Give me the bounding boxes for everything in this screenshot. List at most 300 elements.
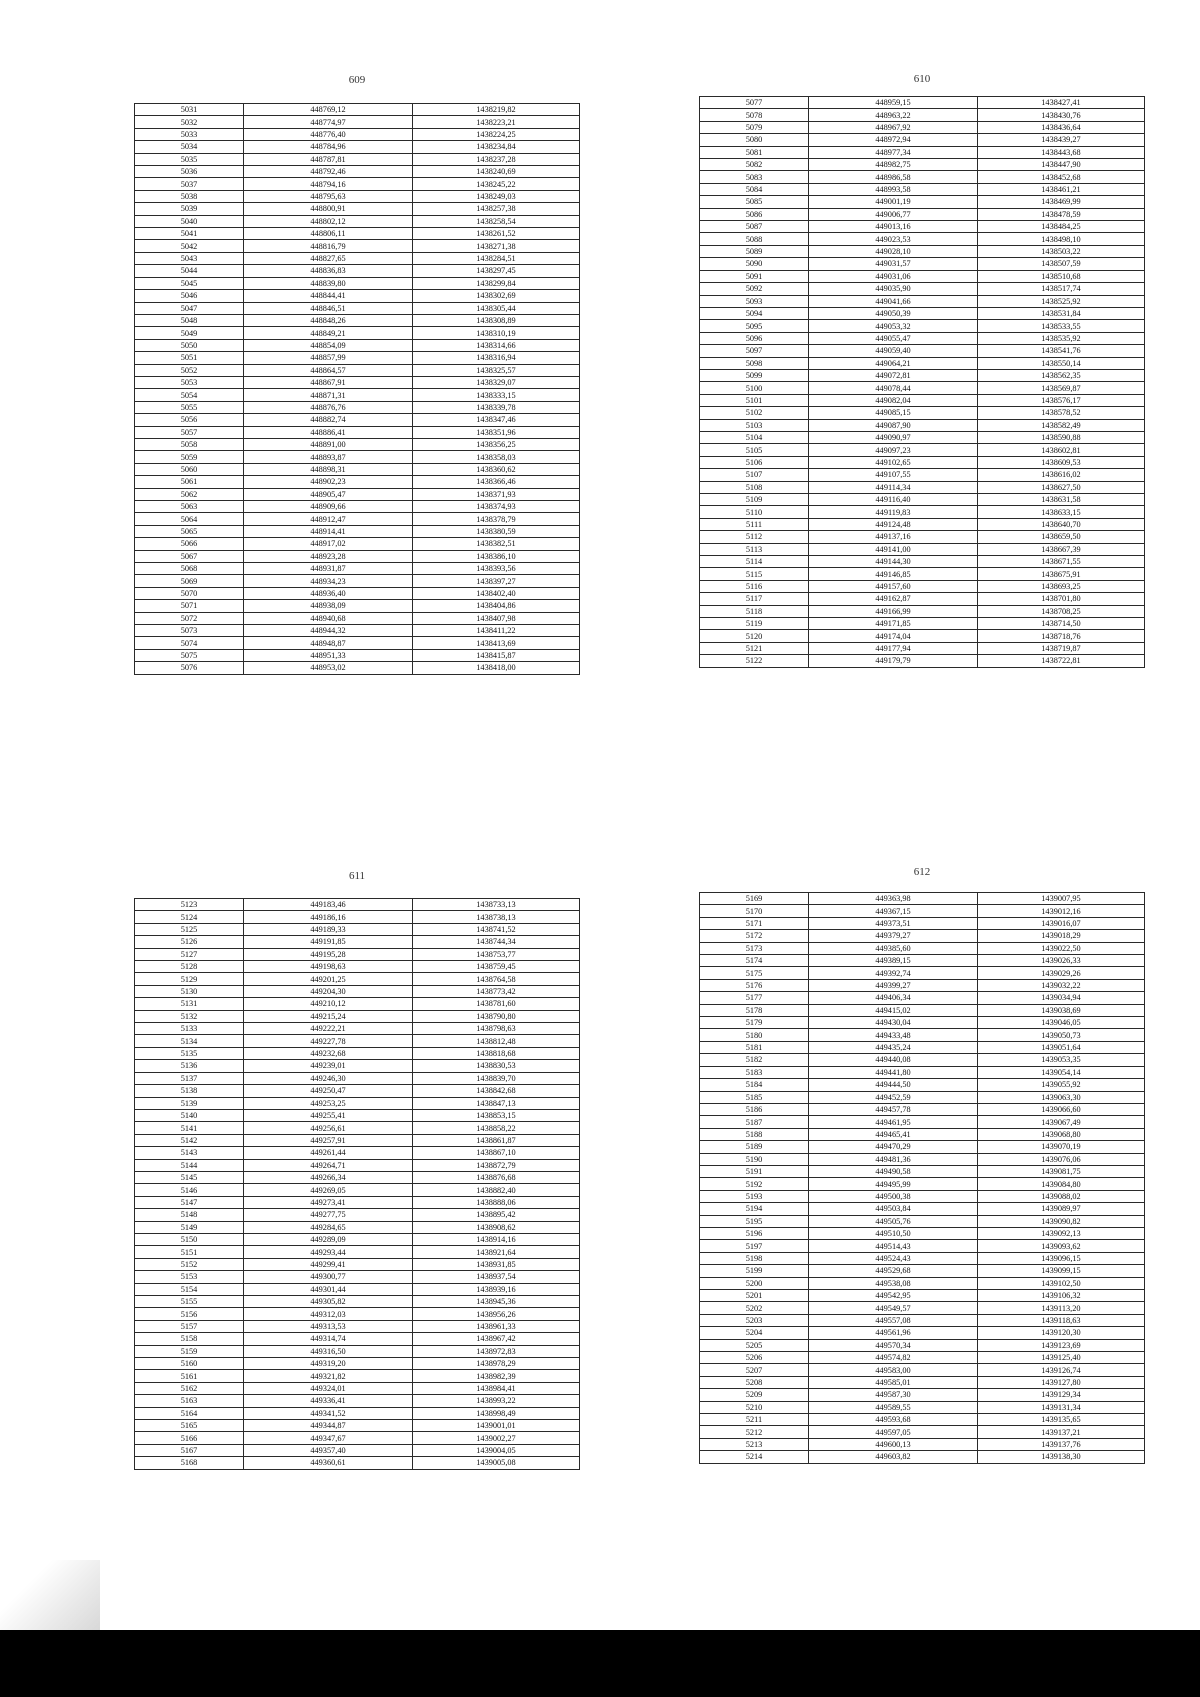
y-coordinate-cell: 1438478,59 xyxy=(978,208,1145,220)
point-number-cell: 5074 xyxy=(135,637,244,649)
point-number-cell: 5058 xyxy=(135,438,244,450)
x-coordinate-cell: 449078,44 xyxy=(809,382,978,394)
table-row xyxy=(700,642,1145,654)
point-number-cell: 5067 xyxy=(135,550,244,562)
table-row xyxy=(700,1017,1145,1029)
x-coordinate-cell: 449107,55 xyxy=(809,469,978,481)
x-coordinate-cell: 449090,97 xyxy=(809,431,978,443)
y-coordinate-cell: 1438576,17 xyxy=(978,394,1145,406)
point-number-cell: 5192 xyxy=(700,1178,809,1190)
point-number-cell: 5073 xyxy=(135,625,244,637)
x-coordinate-cell: 448936,40 xyxy=(244,587,413,599)
x-coordinate-cell: 449538,08 xyxy=(809,1277,978,1289)
y-coordinate-cell: 1438719,87 xyxy=(978,642,1145,654)
y-coordinate-cell: 1438609,53 xyxy=(978,456,1145,468)
table-row xyxy=(700,456,1145,468)
x-coordinate-cell: 448909,66 xyxy=(244,501,413,513)
x-coordinate-cell: 449183,46 xyxy=(244,899,413,911)
x-coordinate-cell: 448857,99 xyxy=(244,352,413,364)
coordinates-table xyxy=(699,96,1145,668)
y-coordinate-cell: 1438393,56 xyxy=(413,563,580,575)
table-row xyxy=(700,1103,1145,1115)
point-number-cell: 5036 xyxy=(135,166,244,178)
x-coordinate-cell: 449589,55 xyxy=(809,1401,978,1413)
point-number-cell: 5202 xyxy=(700,1302,809,1314)
point-number-cell: 5057 xyxy=(135,426,244,438)
y-coordinate-cell: 1438240,69 xyxy=(413,166,580,178)
table-row xyxy=(135,476,580,488)
x-coordinate-cell: 449023,53 xyxy=(809,233,978,245)
y-coordinate-cell: 1439093,62 xyxy=(978,1240,1145,1252)
table-row xyxy=(135,501,580,513)
point-number-cell: 5089 xyxy=(700,245,809,257)
point-number-cell: 5138 xyxy=(135,1085,244,1097)
y-coordinate-cell: 1439120,30 xyxy=(978,1327,1145,1339)
y-coordinate-cell: 1438759,45 xyxy=(413,961,580,973)
table-row xyxy=(135,290,580,302)
y-coordinate-cell: 1438249,03 xyxy=(413,190,580,202)
table-row xyxy=(700,518,1145,530)
y-coordinate-cell: 1438858,22 xyxy=(413,1122,580,1134)
x-coordinate-cell: 449041,66 xyxy=(809,295,978,307)
x-coordinate-cell: 449031,06 xyxy=(809,270,978,282)
point-number-cell: 5207 xyxy=(700,1364,809,1376)
y-coordinate-cell: 1438550,14 xyxy=(978,357,1145,369)
x-coordinate-cell: 449198,63 xyxy=(244,961,413,973)
y-coordinate-cell: 1438380,59 xyxy=(413,525,580,537)
x-coordinate-cell: 449373,51 xyxy=(809,917,978,929)
table-row xyxy=(700,270,1145,282)
point-number-cell: 5145 xyxy=(135,1171,244,1183)
x-coordinate-cell: 449195,28 xyxy=(244,948,413,960)
x-coordinate-cell: 449179,79 xyxy=(809,655,978,667)
point-number-cell: 5051 xyxy=(135,352,244,364)
y-coordinate-cell: 1439022,50 xyxy=(978,942,1145,954)
table-row xyxy=(135,600,580,612)
table-row xyxy=(700,1141,1145,1153)
point-number-cell: 5169 xyxy=(700,893,809,905)
y-coordinate-cell: 1439005,08 xyxy=(413,1457,580,1469)
x-coordinate-cell: 449587,30 xyxy=(809,1389,978,1401)
table-row xyxy=(700,382,1145,394)
point-number-cell: 5075 xyxy=(135,649,244,661)
y-coordinate-cell: 1439051,64 xyxy=(978,1041,1145,1053)
y-coordinate-cell: 1438842,68 xyxy=(413,1085,580,1097)
point-number-cell: 5191 xyxy=(700,1165,809,1177)
table-row xyxy=(135,1432,580,1444)
table-row xyxy=(700,146,1145,158)
table-row xyxy=(700,1389,1145,1401)
point-number-cell: 5187 xyxy=(700,1116,809,1128)
x-coordinate-cell: 449064,21 xyxy=(809,357,978,369)
point-number-cell: 5141 xyxy=(135,1122,244,1134)
y-coordinate-cell: 1438984,41 xyxy=(413,1382,580,1394)
y-coordinate-cell: 1439001,01 xyxy=(413,1420,580,1432)
point-number-cell: 5092 xyxy=(700,283,809,295)
point-number-cell: 5208 xyxy=(700,1376,809,1388)
table-row xyxy=(700,320,1145,332)
table-row xyxy=(700,905,1145,917)
x-coordinate-cell: 448800,91 xyxy=(244,203,413,215)
point-number-cell: 5158 xyxy=(135,1333,244,1345)
x-coordinate-cell: 449277,75 xyxy=(244,1209,413,1221)
y-coordinate-cell: 1439018,29 xyxy=(978,930,1145,942)
y-coordinate-cell: 1439127,80 xyxy=(978,1376,1145,1388)
y-coordinate-cell: 1438764,58 xyxy=(413,973,580,985)
x-coordinate-cell: 448876,76 xyxy=(244,401,413,413)
table-row xyxy=(135,463,580,475)
x-coordinate-cell: 449102,65 xyxy=(809,456,978,468)
x-coordinate-cell: 449055,47 xyxy=(809,332,978,344)
y-coordinate-cell: 1438667,39 xyxy=(978,543,1145,555)
y-coordinate-cell: 1438358,03 xyxy=(413,451,580,463)
y-coordinate-cell: 1439054,14 xyxy=(978,1066,1145,1078)
y-coordinate-cell: 1439012,16 xyxy=(978,905,1145,917)
point-number-cell: 5157 xyxy=(135,1320,244,1332)
point-number-cell: 5176 xyxy=(700,979,809,991)
point-number-cell: 5204 xyxy=(700,1327,809,1339)
x-coordinate-cell: 449433,48 xyxy=(809,1029,978,1041)
point-number-cell: 5043 xyxy=(135,252,244,264)
point-number-cell: 5038 xyxy=(135,190,244,202)
table-row xyxy=(700,121,1145,133)
x-coordinate-cell: 449264,71 xyxy=(244,1159,413,1171)
point-number-cell: 5070 xyxy=(135,587,244,599)
x-coordinate-cell: 449273,41 xyxy=(244,1196,413,1208)
table-row xyxy=(135,525,580,537)
y-coordinate-cell: 1438507,59 xyxy=(978,258,1145,270)
y-coordinate-cell: 1439118,63 xyxy=(978,1314,1145,1326)
table-row xyxy=(135,1147,580,1159)
point-number-cell: 5143 xyxy=(135,1147,244,1159)
x-coordinate-cell: 448776,40 xyxy=(244,128,413,140)
point-number-cell: 5069 xyxy=(135,575,244,587)
y-coordinate-cell: 1438498,10 xyxy=(978,233,1145,245)
point-number-cell: 5133 xyxy=(135,1023,244,1035)
y-coordinate-cell: 1438510,68 xyxy=(978,270,1145,282)
x-coordinate-cell: 449314,74 xyxy=(244,1333,413,1345)
table-row xyxy=(700,1265,1145,1277)
x-coordinate-cell: 449430,04 xyxy=(809,1017,978,1029)
x-coordinate-cell: 449097,23 xyxy=(809,444,978,456)
x-coordinate-cell: 448948,87 xyxy=(244,637,413,649)
y-coordinate-cell: 1438347,46 xyxy=(413,414,580,426)
table-row xyxy=(700,979,1145,991)
x-coordinate-cell: 449385,60 xyxy=(809,942,978,954)
x-coordinate-cell: 448891,00 xyxy=(244,438,413,450)
y-coordinate-cell: 1438219,82 xyxy=(413,104,580,116)
table-row xyxy=(135,1060,580,1072)
point-number-cell: 5087 xyxy=(700,221,809,233)
y-coordinate-cell: 1438578,52 xyxy=(978,407,1145,419)
point-number-cell: 5161 xyxy=(135,1370,244,1382)
point-number-cell: 5090 xyxy=(700,258,809,270)
point-number-cell: 5170 xyxy=(700,905,809,917)
table-row xyxy=(700,97,1145,109)
table-row xyxy=(135,513,580,525)
x-coordinate-cell: 448993,58 xyxy=(809,183,978,195)
y-coordinate-cell: 1438714,50 xyxy=(978,618,1145,630)
y-coordinate-cell: 1438867,10 xyxy=(413,1147,580,1159)
table-row xyxy=(700,1128,1145,1140)
x-coordinate-cell: 449305,82 xyxy=(244,1296,413,1308)
y-coordinate-cell: 1438937,54 xyxy=(413,1271,580,1283)
x-coordinate-cell: 448940,68 xyxy=(244,612,413,624)
y-coordinate-cell: 1438439,27 xyxy=(978,134,1145,146)
table-row xyxy=(700,893,1145,905)
x-coordinate-cell: 449085,15 xyxy=(809,407,978,419)
y-coordinate-cell: 1438640,70 xyxy=(978,518,1145,530)
y-coordinate-cell: 1439092,13 xyxy=(978,1227,1145,1239)
x-coordinate-cell: 449316,50 xyxy=(244,1345,413,1357)
point-number-cell: 5209 xyxy=(700,1389,809,1401)
table-row xyxy=(135,327,580,339)
y-coordinate-cell: 1439055,92 xyxy=(978,1079,1145,1091)
y-coordinate-cell: 1439096,15 xyxy=(978,1252,1145,1264)
y-coordinate-cell: 1438257,38 xyxy=(413,203,580,215)
y-coordinate-cell: 1438773,42 xyxy=(413,985,580,997)
y-coordinate-cell: 1438356,25 xyxy=(413,438,580,450)
point-number-cell: 5056 xyxy=(135,414,244,426)
point-number-cell: 5148 xyxy=(135,1209,244,1221)
point-number-cell: 5155 xyxy=(135,1296,244,1308)
x-coordinate-cell: 448972,94 xyxy=(809,134,978,146)
y-coordinate-cell: 1438582,49 xyxy=(978,419,1145,431)
table-row xyxy=(135,662,580,674)
table-row xyxy=(700,1451,1145,1463)
point-number-cell: 5156 xyxy=(135,1308,244,1320)
point-number-cell: 5094 xyxy=(700,307,809,319)
table-row xyxy=(700,1227,1145,1239)
table-row xyxy=(700,444,1145,456)
table-row xyxy=(135,488,580,500)
point-number-cell: 5079 xyxy=(700,121,809,133)
point-number-cell: 5126 xyxy=(135,936,244,948)
y-coordinate-cell: 1438998,49 xyxy=(413,1407,580,1419)
point-number-cell: 5121 xyxy=(700,642,809,654)
x-coordinate-cell: 449255,41 xyxy=(244,1109,413,1121)
point-number-cell: 5061 xyxy=(135,476,244,488)
x-coordinate-cell: 449441,80 xyxy=(809,1066,978,1078)
point-number-cell: 5065 xyxy=(135,525,244,537)
point-number-cell: 5175 xyxy=(700,967,809,979)
table-row xyxy=(135,277,580,289)
point-number-cell: 5097 xyxy=(700,345,809,357)
x-coordinate-cell: 448774,97 xyxy=(244,116,413,128)
point-number-cell: 5047 xyxy=(135,302,244,314)
x-coordinate-cell: 449363,98 xyxy=(809,893,978,905)
y-coordinate-cell: 1438418,00 xyxy=(413,662,580,674)
y-coordinate-cell: 1438443,68 xyxy=(978,146,1145,158)
table-row xyxy=(700,1079,1145,1091)
table-row xyxy=(135,625,580,637)
table-row xyxy=(135,1420,580,1432)
point-number-cell: 5115 xyxy=(700,568,809,580)
table-row xyxy=(135,998,580,1010)
table-row xyxy=(135,1159,580,1171)
x-coordinate-cell: 449087,90 xyxy=(809,419,978,431)
point-number-cell: 5099 xyxy=(700,369,809,381)
y-coordinate-cell: 1438517,74 xyxy=(978,283,1145,295)
table-row xyxy=(700,1066,1145,1078)
table-row xyxy=(700,992,1145,1004)
x-coordinate-cell: 449461,95 xyxy=(809,1116,978,1128)
table-row xyxy=(700,543,1145,555)
x-coordinate-cell: 449457,78 xyxy=(809,1103,978,1115)
point-number-cell: 5213 xyxy=(700,1438,809,1450)
x-coordinate-cell: 449360,61 xyxy=(244,1457,413,1469)
table-row xyxy=(700,618,1145,630)
table-row xyxy=(700,233,1145,245)
x-coordinate-cell: 449222,21 xyxy=(244,1023,413,1035)
x-coordinate-cell: 448902,23 xyxy=(244,476,413,488)
table-row xyxy=(135,1209,580,1221)
table-row xyxy=(700,307,1145,319)
x-coordinate-cell: 448854,09 xyxy=(244,339,413,351)
x-coordinate-cell: 448917,02 xyxy=(244,538,413,550)
y-coordinate-cell: 1438397,27 xyxy=(413,575,580,587)
y-coordinate-cell: 1439137,76 xyxy=(978,1438,1145,1450)
y-coordinate-cell: 1438302,69 xyxy=(413,290,580,302)
table-row xyxy=(700,655,1145,667)
y-coordinate-cell: 1438921,64 xyxy=(413,1246,580,1258)
point-number-cell: 5113 xyxy=(700,543,809,555)
y-coordinate-cell: 1439106,32 xyxy=(978,1290,1145,1302)
scan-black-border xyxy=(0,1630,1200,1697)
table-row xyxy=(135,1196,580,1208)
point-number-cell: 5196 xyxy=(700,1227,809,1239)
point-number-cell: 5034 xyxy=(135,141,244,153)
point-number-cell: 5211 xyxy=(700,1414,809,1426)
y-coordinate-cell: 1438314,66 xyxy=(413,339,580,351)
table-row xyxy=(700,171,1145,183)
table-row xyxy=(135,637,580,649)
y-coordinate-cell: 1439034,94 xyxy=(978,992,1145,1004)
point-number-cell: 5139 xyxy=(135,1097,244,1109)
point-number-cell: 5105 xyxy=(700,444,809,456)
table-row xyxy=(700,1438,1145,1450)
point-number-cell: 5212 xyxy=(700,1426,809,1438)
x-coordinate-cell: 449367,15 xyxy=(809,905,978,917)
table-row xyxy=(135,1407,580,1419)
y-coordinate-cell: 1438888,06 xyxy=(413,1196,580,1208)
x-coordinate-cell: 448963,22 xyxy=(809,109,978,121)
x-coordinate-cell: 448893,87 xyxy=(244,451,413,463)
y-coordinate-cell: 1438659,50 xyxy=(978,531,1145,543)
y-coordinate-cell: 1438722,81 xyxy=(978,655,1145,667)
table-row xyxy=(700,419,1145,431)
point-number-cell: 5118 xyxy=(700,605,809,617)
y-coordinate-cell: 1438245,22 xyxy=(413,178,580,190)
x-coordinate-cell: 449529,68 xyxy=(809,1265,978,1277)
y-coordinate-cell: 1438316,94 xyxy=(413,352,580,364)
y-coordinate-cell: 1439138,30 xyxy=(978,1451,1145,1463)
table-row xyxy=(135,899,580,911)
table-row xyxy=(135,252,580,264)
point-number-cell: 5164 xyxy=(135,1407,244,1419)
table-row xyxy=(135,302,580,314)
x-coordinate-cell: 449321,82 xyxy=(244,1370,413,1382)
point-number-cell: 5114 xyxy=(700,556,809,568)
point-number-cell: 5134 xyxy=(135,1035,244,1047)
point-number-cell: 5182 xyxy=(700,1054,809,1066)
table-row xyxy=(135,1047,580,1059)
y-coordinate-cell: 1438961,33 xyxy=(413,1320,580,1332)
table-row xyxy=(135,538,580,550)
x-coordinate-cell: 449227,78 xyxy=(244,1035,413,1047)
y-coordinate-cell: 1438631,58 xyxy=(978,494,1145,506)
y-coordinate-cell: 1439129,34 xyxy=(978,1389,1145,1401)
point-number-cell: 5084 xyxy=(700,183,809,195)
table-row xyxy=(700,1116,1145,1128)
point-number-cell: 5147 xyxy=(135,1196,244,1208)
y-coordinate-cell: 1438982,39 xyxy=(413,1370,580,1382)
point-number-cell: 5059 xyxy=(135,451,244,463)
point-number-cell: 5203 xyxy=(700,1314,809,1326)
point-number-cell: 5037 xyxy=(135,178,244,190)
x-coordinate-cell: 449293,44 xyxy=(244,1246,413,1258)
y-coordinate-cell: 1438701,80 xyxy=(978,593,1145,605)
x-coordinate-cell: 449301,44 xyxy=(244,1283,413,1295)
y-coordinate-cell: 1438633,15 xyxy=(978,506,1145,518)
point-number-cell: 5060 xyxy=(135,463,244,475)
point-number-cell: 5104 xyxy=(700,431,809,443)
table-row xyxy=(700,1240,1145,1252)
y-coordinate-cell: 1439038,69 xyxy=(978,1004,1145,1016)
x-coordinate-cell: 448953,02 xyxy=(244,662,413,674)
point-number-cell: 5077 xyxy=(700,97,809,109)
x-coordinate-cell: 449114,34 xyxy=(809,481,978,493)
point-number-cell: 5086 xyxy=(700,208,809,220)
table-row xyxy=(700,159,1145,171)
table-row xyxy=(700,407,1145,419)
x-coordinate-cell: 449253,25 xyxy=(244,1097,413,1109)
x-coordinate-cell: 449001,19 xyxy=(809,196,978,208)
table-row xyxy=(700,1165,1145,1177)
point-number-cell: 5195 xyxy=(700,1215,809,1227)
x-coordinate-cell: 449028,10 xyxy=(809,245,978,257)
point-number-cell: 5131 xyxy=(135,998,244,1010)
point-number-cell: 5129 xyxy=(135,973,244,985)
y-coordinate-cell: 1438853,15 xyxy=(413,1109,580,1121)
table-row xyxy=(700,1314,1145,1326)
x-coordinate-cell: 449177,94 xyxy=(809,642,978,654)
x-coordinate-cell: 449082,04 xyxy=(809,394,978,406)
x-coordinate-cell: 449162,87 xyxy=(809,593,978,605)
table-row xyxy=(700,605,1145,617)
x-coordinate-cell: 449246,30 xyxy=(244,1072,413,1084)
table-row xyxy=(700,245,1145,257)
point-number-cell: 5100 xyxy=(700,382,809,394)
point-number-cell: 5083 xyxy=(700,171,809,183)
point-number-cell: 5109 xyxy=(700,494,809,506)
point-number-cell: 5146 xyxy=(135,1184,244,1196)
x-coordinate-cell: 448787,81 xyxy=(244,153,413,165)
x-coordinate-cell: 449344,87 xyxy=(244,1420,413,1432)
x-coordinate-cell: 449239,01 xyxy=(244,1060,413,1072)
x-coordinate-cell: 449524,43 xyxy=(809,1252,978,1264)
table-row xyxy=(135,265,580,277)
table-row xyxy=(700,481,1145,493)
y-coordinate-cell: 1438616,02 xyxy=(978,469,1145,481)
table-row xyxy=(700,967,1145,979)
y-coordinate-cell: 1438299,84 xyxy=(413,277,580,289)
x-coordinate-cell: 449415,02 xyxy=(809,1004,978,1016)
table-row xyxy=(135,240,580,252)
table-row xyxy=(700,394,1145,406)
x-coordinate-cell: 449053,32 xyxy=(809,320,978,332)
y-coordinate-cell: 1438525,92 xyxy=(978,295,1145,307)
